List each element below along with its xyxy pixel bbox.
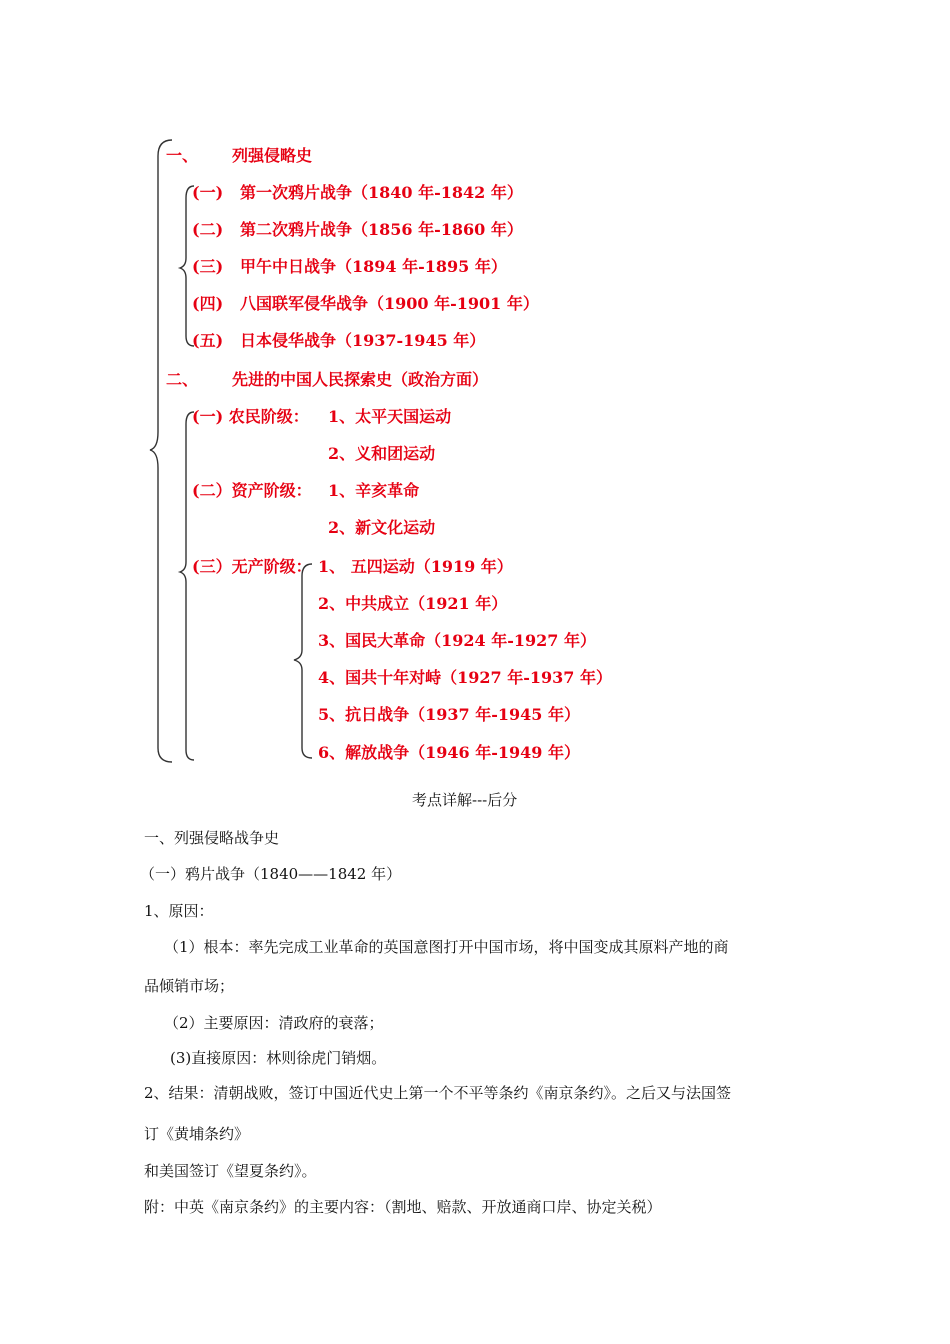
proletariat-item-6: 6、解放战争（1946 年-1949 年） xyxy=(318,743,580,762)
body-line-9: 订《黄埔条约》 xyxy=(144,1125,250,1143)
body-line-3: 1、原因： xyxy=(144,902,214,920)
war-4-text: 八国联军侵华战争（1900 年-1901 年） xyxy=(240,294,539,313)
proletariat-item-1: 1、 五四运动（1919 年） xyxy=(318,557,513,576)
body-line-1: 一、列强侵略战争史 xyxy=(144,829,280,847)
body-line-6: （2）主要原因：清政府的衰落； xyxy=(164,1014,384,1032)
body-line-5: 品倾销市场； xyxy=(144,977,235,995)
part1-number: 一、 xyxy=(166,146,199,165)
war-2-text: 第二次鸦片战争（1856 年-1860 年） xyxy=(240,220,523,239)
war-3-number: (三) xyxy=(192,257,224,276)
main-brace xyxy=(150,140,172,762)
body-line-8: 2、结果：清朝战败，签订中国近代史上第一个不平等条约《南京条约》。之后又与法国签 xyxy=(144,1084,732,1102)
war-5-text: 日本侵华战争（1937-1945 年） xyxy=(240,331,486,350)
part2-number: 二、 xyxy=(166,370,199,389)
proletariat-item-3: 3、国民大革命（1924 年-1927 年） xyxy=(318,631,596,650)
war-4-number: (四) xyxy=(192,294,224,313)
body-line-10: 和美国签订《望夏条约》。 xyxy=(144,1162,317,1180)
peasant-item-2: 2、义和团运动 xyxy=(328,444,436,463)
bourgeois-item-2: 2、新文化运动 xyxy=(328,518,436,537)
proletariat-item-4: 4、国共十年对峙（1927 年-1937 年） xyxy=(318,668,612,687)
war-2-number: (二) xyxy=(192,220,224,239)
war-1-text: 第一次鸦片战争（1840 年-1842 年） xyxy=(240,183,523,202)
proletariat-item-2: 2、中共成立（1921 年） xyxy=(318,594,508,613)
peasant-label: (一) 农民阶级： xyxy=(192,407,309,426)
proletariat-item-5: 5、抗日战争（1937 年-1945 年） xyxy=(318,705,580,724)
body-line-11: 附：中英《南京条约》的主要内容：（割地、赔款、开放通商口岸、协定关税） xyxy=(144,1198,662,1216)
part1-title: 列强侵略史 xyxy=(232,146,313,165)
body-line-4: （1）根本：率先完成工业革命的英国意图打开中国市场，将中国变成其原料产地的商 xyxy=(164,938,729,956)
body-line-2: （一）鸦片战争（1840——1842 年） xyxy=(140,865,402,883)
war-5-number: (五) xyxy=(192,331,224,350)
bourgeois-label: (二）资产阶级： xyxy=(192,481,312,500)
peasant-item-1: 1、太平天国运动 xyxy=(328,407,452,426)
explore-brace xyxy=(180,412,194,760)
proletariat-brace xyxy=(294,564,312,758)
proletariat-label: (三）无产阶级： xyxy=(192,557,312,576)
section-heading: 考点详解---后分 xyxy=(412,791,518,809)
bourgeois-item-1: 1、辛亥革命 xyxy=(328,481,420,500)
war-3-text: 甲午中日战争（1894 年-1895 年） xyxy=(240,257,507,276)
part2-title: 先进的中国人民探索史（政治方面） xyxy=(232,370,489,389)
body-line-7: (3)直接原因：林则徐虎门销烟。 xyxy=(170,1049,387,1067)
war-1-number: (一) xyxy=(192,183,224,202)
